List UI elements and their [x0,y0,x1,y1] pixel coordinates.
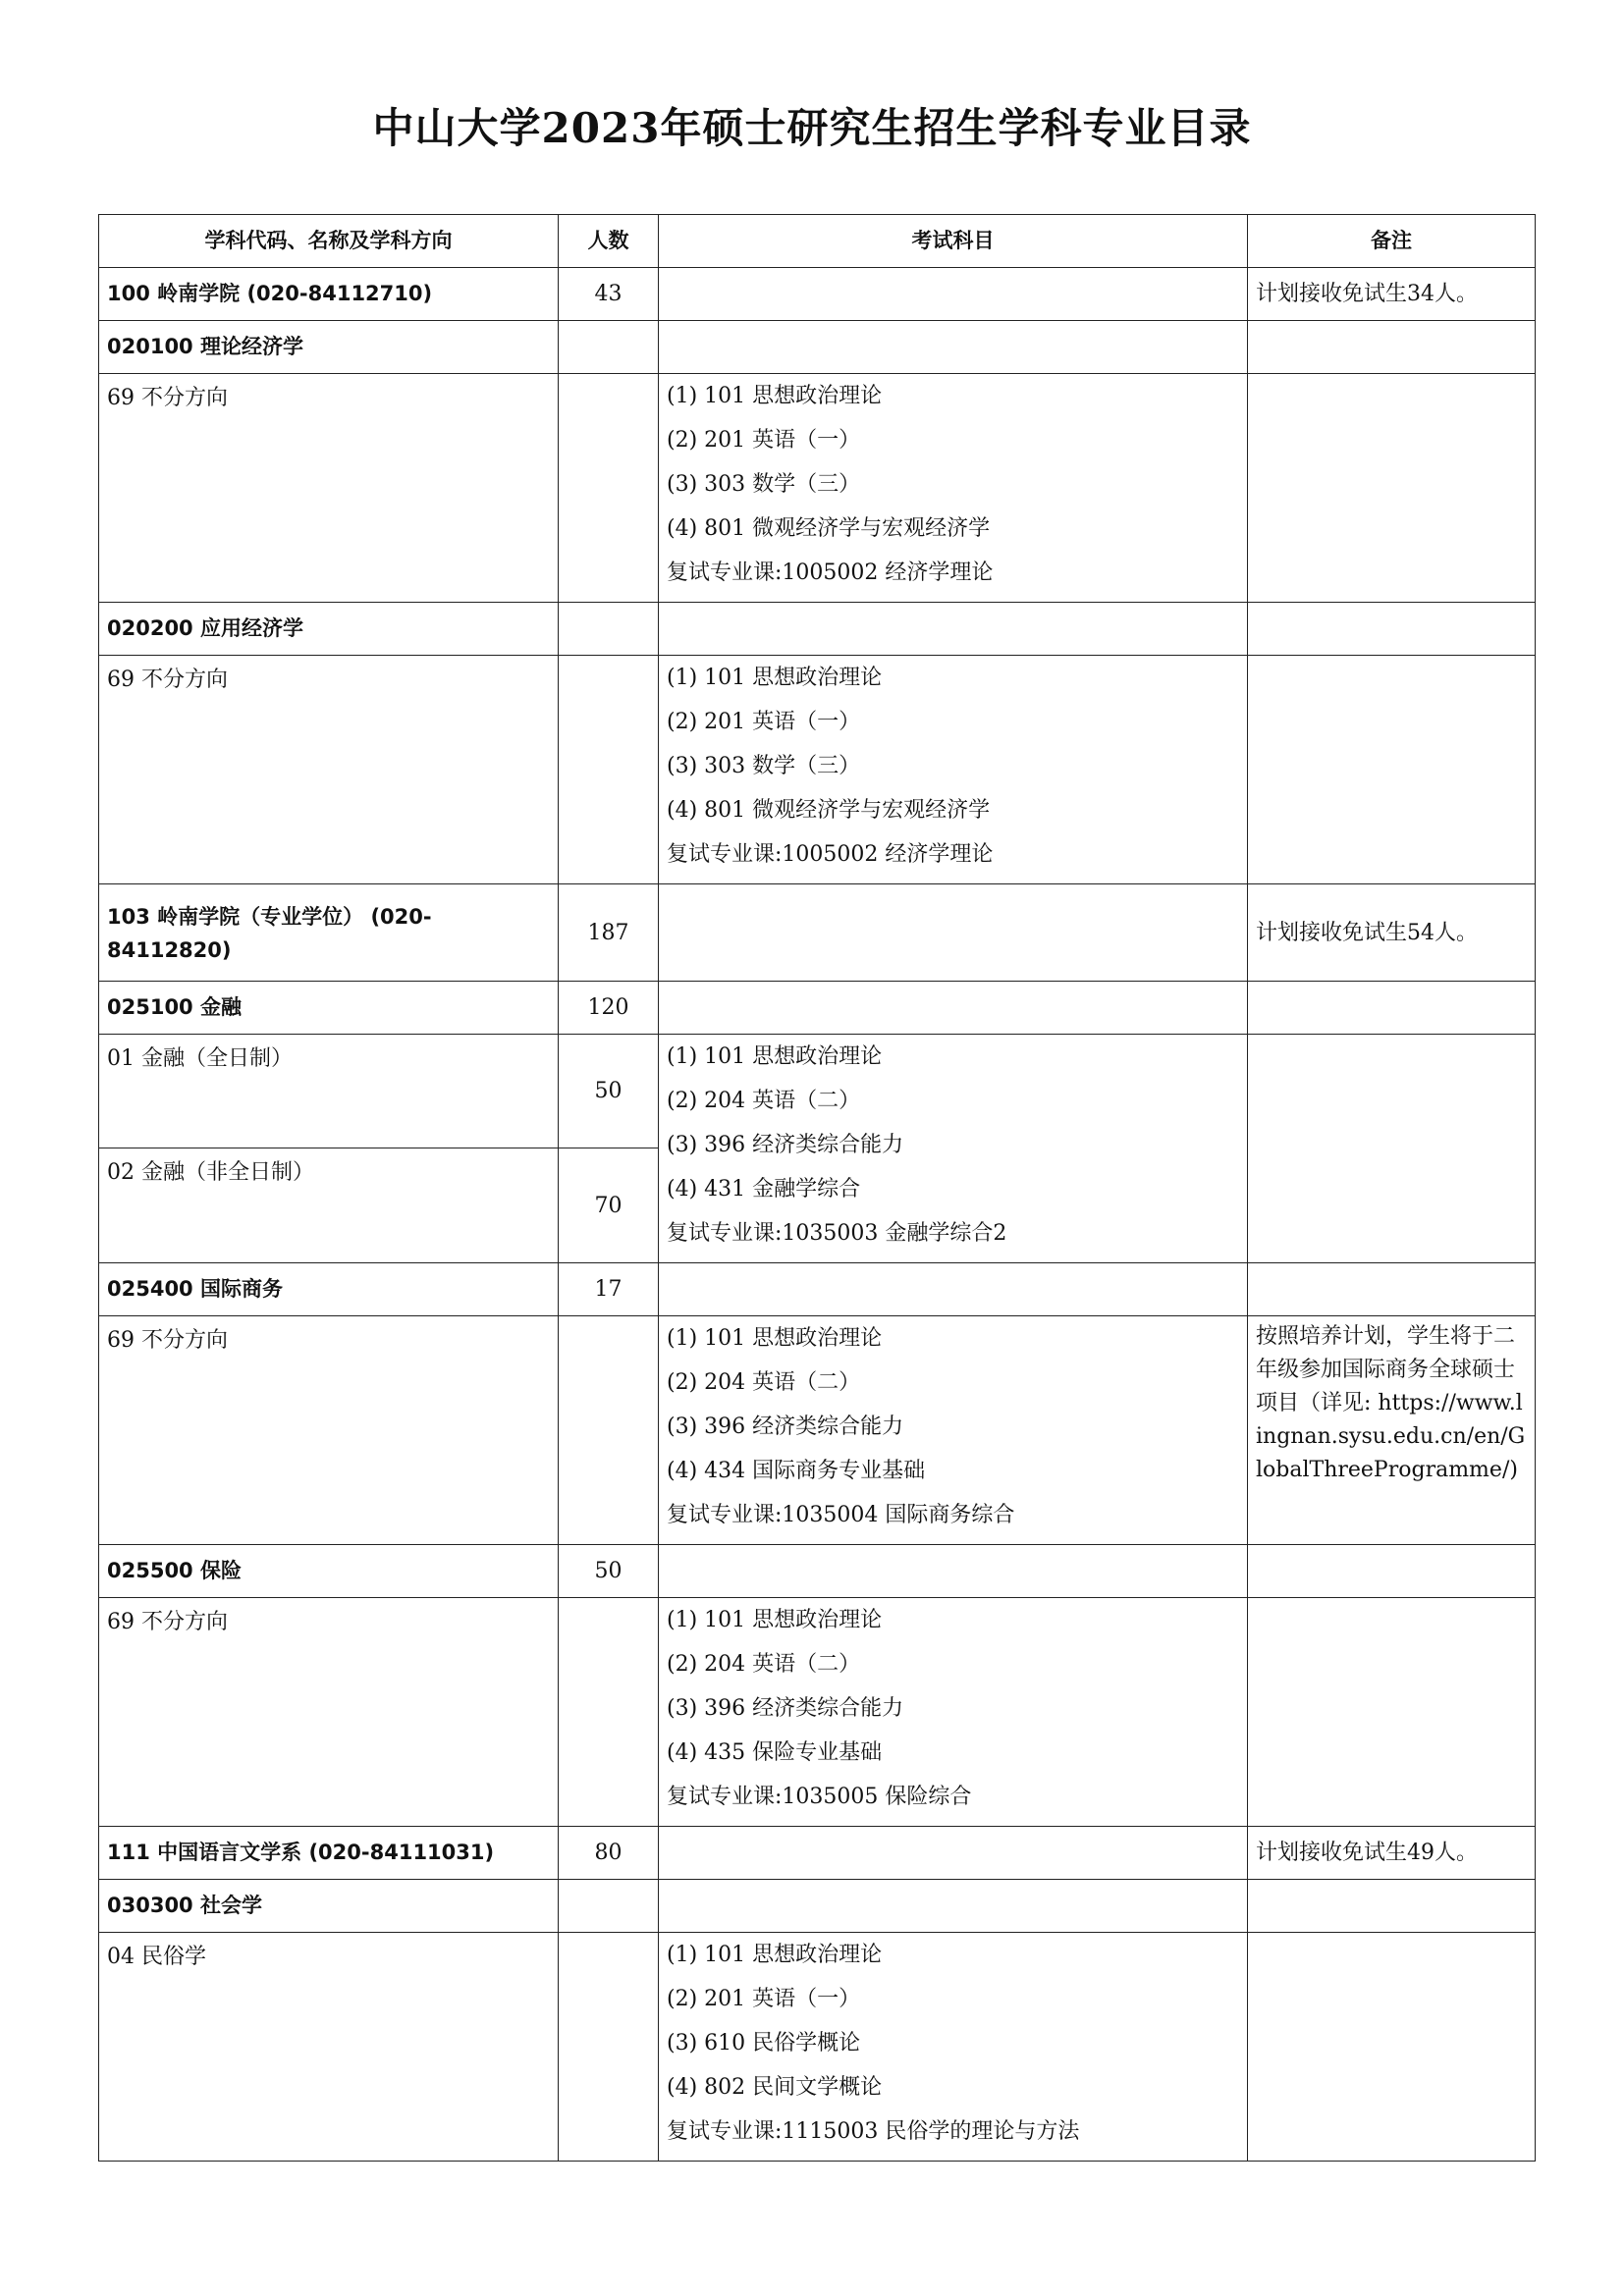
exam-item: (2) 201 英语（一） [667,1987,861,2011]
major-count: 17 [559,1263,659,1316]
note-cell [1248,656,1536,884]
department-note: 计划接收免试生49人。 [1248,1827,1536,1880]
exam-item: (1) 101 思想政治理论 [667,384,883,408]
major-name: 030300 社会学 [99,1880,559,1933]
note-cell [1248,374,1536,603]
department-count: 80 [559,1827,659,1880]
page-title: 中山大学2023年硕士研究生招生学科专业目录 [372,104,1252,152]
department-count: 43 [559,268,659,321]
exam-list [659,1035,1248,1263]
note-cell [1248,321,1536,374]
major-count [559,1880,659,1933]
major-count: 120 [559,982,659,1035]
major-row [99,603,1536,656]
header-note: 备注 [1248,215,1536,268]
department-note: 计划接收免试生54人。 [1248,884,1536,982]
exam-item: (2) 204 英语（二） [667,1652,861,1677]
header-exam: 考试科目 [659,215,1248,268]
retest-course: 复试专业课:1005002 经济学理论 [667,842,994,867]
exam-list [659,1316,1248,1545]
exam-item: (3) 303 数学（三） [667,754,861,778]
department-name: 111 中国语言文学系 (020-84111031) [99,1827,559,1880]
exam-item: (3) 396 经济类综合能力 [667,1415,904,1439]
exam-item: (1) 101 思想政治理论 [667,1326,883,1351]
department-row [99,884,1536,982]
direction-count: 50 [559,1035,659,1148]
exam-item: (2) 204 英语（二） [667,1370,861,1395]
exam-item: (4) 435 保险专业基础 [667,1740,883,1765]
table-header-row [99,215,1536,268]
retest-course: 复试专业课:1115003 民俗学的理论与方法 [667,2119,1080,2144]
department-note: 计划接收免试生34人。 [1248,268,1536,321]
department-name: 100 岭南学院 (020-84112710) [99,268,559,321]
major-row [99,321,1536,374]
exam-item: (4) 801 微观经济学与宏观经济学 [667,798,991,823]
department-name: 103 岭南学院（专业学位） (020-84112820) [99,884,559,982]
direction-name: 69 不分方向 [99,374,559,603]
exam-item: (3) 303 数学（三） [667,472,861,497]
direction-row [99,1316,1536,1545]
exam-cell [659,884,1248,982]
exam-item: (4) 434 国际商务专业基础 [667,1459,926,1483]
exam-cell [659,1263,1248,1316]
direction-row [99,1035,1536,1148]
direction-name: 02 金融（非全日制） [99,1148,559,1263]
exam-cell [659,321,1248,374]
direction-row [99,656,1536,884]
major-row [99,1545,1536,1598]
major-count: 50 [559,1545,659,1598]
direction-row [99,1598,1536,1827]
header-count: 人数 [559,215,659,268]
exam-cell [659,1545,1248,1598]
major-name: 020200 应用经济学 [99,603,559,656]
retest-course: 复试专业课:1005002 经济学理论 [667,561,994,585]
major-count [559,321,659,374]
exam-item: (3) 396 经济类综合能力 [667,1133,904,1157]
major-name: 025500 保险 [99,1545,559,1598]
retest-course: 复试专业课:1035003 金融学综合2 [667,1221,1007,1246]
exam-item: (4) 431 金融学综合 [667,1177,861,1201]
major-name: 025100 金融 [99,982,559,1035]
note-cell [1248,1545,1536,1598]
major-row [99,1880,1536,1933]
department-row [99,268,1536,321]
exam-item: (1) 101 思想政治理论 [667,1044,883,1069]
exam-list [659,1598,1248,1827]
major-name: 025400 国际商务 [99,1263,559,1316]
note-cell [1248,603,1536,656]
catalog-table [98,214,1536,2162]
direction-name: 69 不分方向 [99,1598,559,1827]
exam-item: (1) 101 思想政治理论 [667,1943,883,1967]
program-note: 按照培养计划，学生将于二年级参加国际商务全球硕士项目（详见: https://www.lingnan.sysu.edu.cn/en/GlobalThreeProgramme/) [1248,1316,1536,1545]
direction-count: 70 [559,1148,659,1263]
direction-name: 69 不分方向 [99,656,559,884]
exam-item: (3) 610 民俗学概论 [667,2031,861,2056]
exam-list [659,1933,1248,2162]
direction-count [559,656,659,884]
retest-course: 复试专业课:1035005 保险综合 [667,1785,972,1809]
direction-count [559,1933,659,2162]
note-cell [1248,982,1536,1035]
major-name: 020100 理论经济学 [99,321,559,374]
header-subject: 学科代码、名称及学科方向 [99,215,559,268]
note-cell [1248,1263,1536,1316]
exam-cell [659,1827,1248,1880]
major-row [99,1263,1536,1316]
exam-cell [659,1880,1248,1933]
direction-count [559,1316,659,1545]
retest-course: 复试专业课:1035004 国际商务综合 [667,1503,1015,1527]
direction-name: 69 不分方向 [99,1316,559,1545]
exam-item: (3) 396 经济类综合能力 [667,1696,904,1721]
note-cell [1248,1880,1536,1933]
direction-count [559,374,659,603]
exam-item: (1) 101 思想政治理论 [667,666,883,690]
exam-item: (4) 801 微观经济学与宏观经济学 [667,516,991,541]
exam-item: (2) 201 英语（一） [667,428,861,453]
direction-count [559,1598,659,1827]
exam-cell [659,982,1248,1035]
department-count: 187 [559,884,659,982]
department-row [99,1827,1536,1880]
note-cell [1248,1035,1536,1263]
exam-list [659,374,1248,603]
exam-cell [659,603,1248,656]
exam-item: (4) 802 民间文学概论 [667,2075,883,2100]
direction-row [99,374,1536,603]
direction-row [99,1933,1536,2162]
exam-item: (2) 201 英语（一） [667,710,861,734]
note-cell [1248,1933,1536,2162]
major-count [559,603,659,656]
exam-item: (2) 204 英语（二） [667,1089,861,1113]
note-cell [1248,1598,1536,1827]
exam-list [659,656,1248,884]
exam-item: (1) 101 思想政治理论 [667,1608,883,1632]
direction-name: 01 金融（全日制） [99,1035,559,1148]
exam-cell [659,268,1248,321]
direction-name: 04 民俗学 [99,1933,559,2162]
major-row [99,982,1536,1035]
